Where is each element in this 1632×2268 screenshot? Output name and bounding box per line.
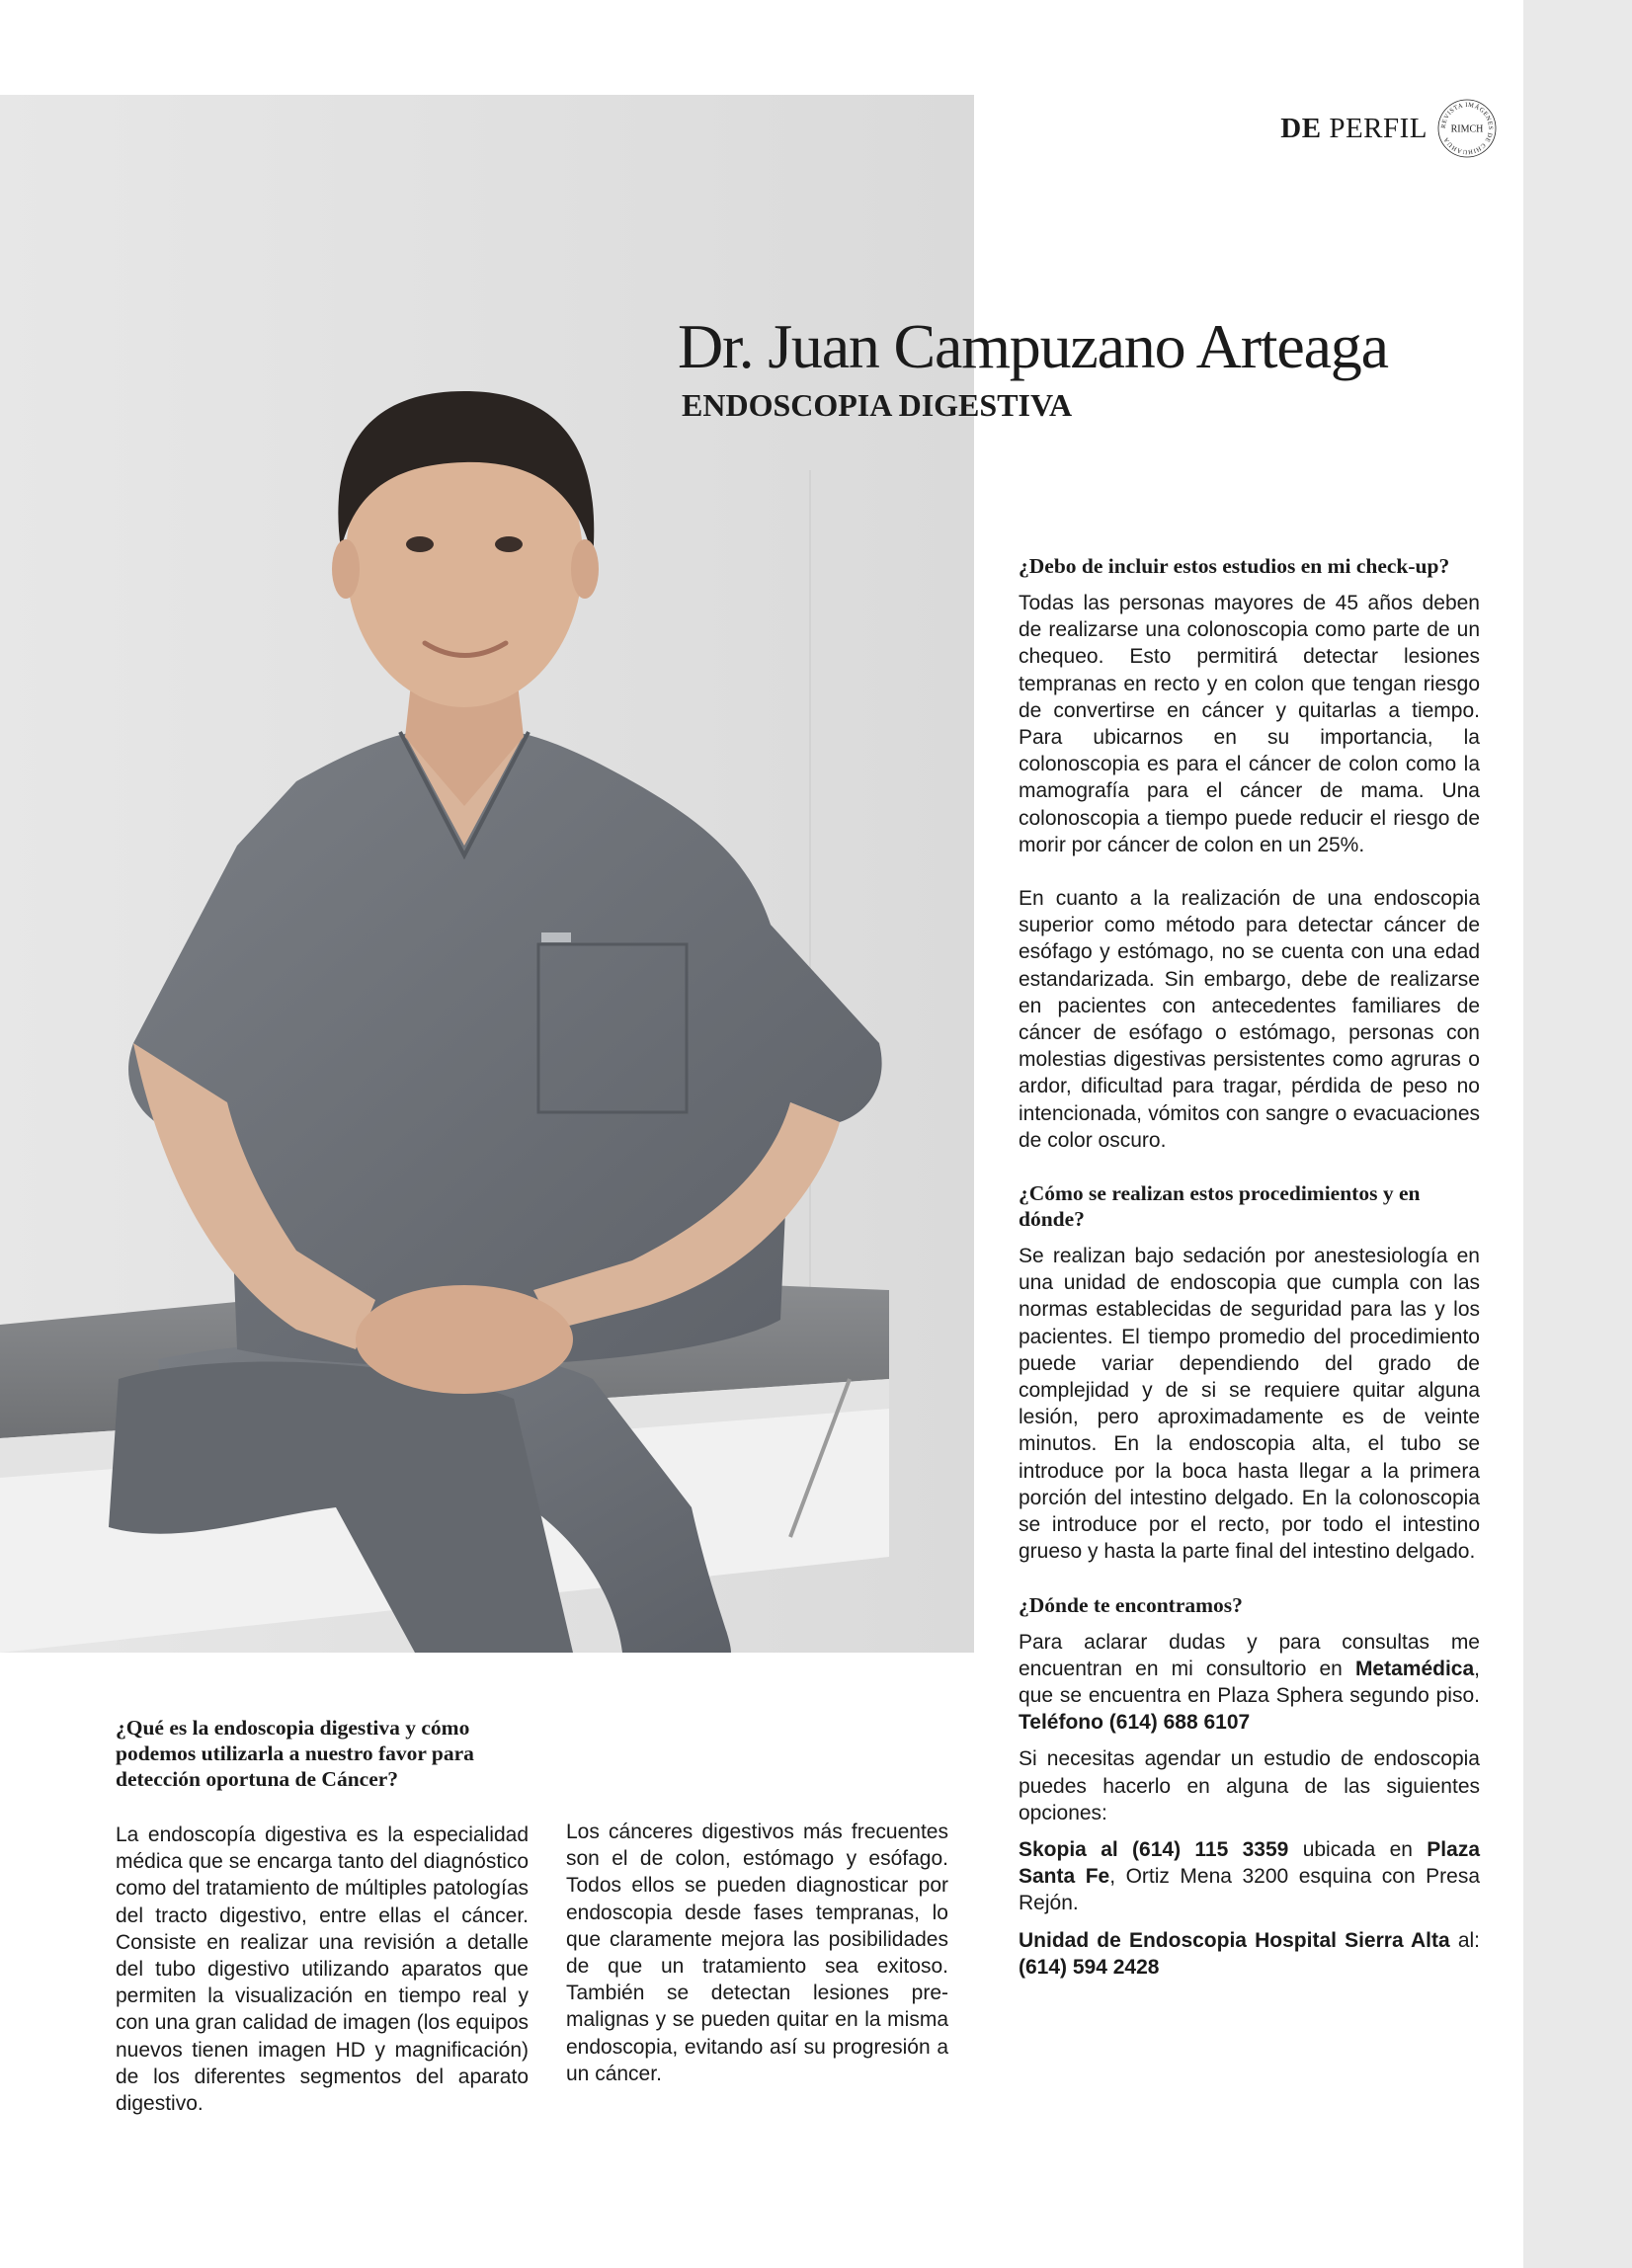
middle-text-column [566, 1819, 948, 2087]
section-label: DE PERFIL [1280, 112, 1428, 144]
left-text-column [116, 1715, 529, 2117]
procedure-paragraph: Se realizan bajo sedación por anestesiología en una unidad de endoscopia que cumpla con las normas establecidas de seguridad para las y los pacientes. El tiempo promedio del procedimiento puede variar dependiendo del grado de complejidad y de si se requiere quitar alguna lesión, pero aproximadamente es de veinte minutos. En la endoscopia alta, el tubo se introduce por la boca hasta llegar a la primera porción del intestino delgado. En la colonoscopia se introduce por el recto, por todo el intestino grueso y hasta la parte final del intestino delgado. [1019, 1245, 1480, 1564]
intro-heading: ¿Qué es la endoscopia digestiva y cómo podemos utilizarla a nuestro favor para detección oportuna de Cáncer? [116, 1716, 474, 1791]
checkup-paragraph-1: Todas las personas mayores de 45 años deben de realizarse una colonoscopia como parte de un chequeo. Esto permitirá detectar lesiones tempranas en recto y en colon que tengan riesgo de convertirse en cáncer y quitarlas a tiempo. Para ubicarnos en su importancia, la colonoscopia es para el cáncer de colon como la mamografía para el cáncer de mama. Una colonoscopia a tiempo puede reducir el riesgo de morir por cáncer de colon en un 25%. [1019, 592, 1480, 856]
svg-text:RIMCH: RIMCH [1450, 123, 1484, 135]
right-text-column [1019, 553, 1480, 1981]
section-header [1280, 101, 1497, 156]
procedure-heading: ¿Cómo se realizan estos procedimientos y en dónde? [1019, 1181, 1421, 1232]
checkup-paragraph-2: En cuanto a la realización de una endoscopia superior como método para detectar cáncer de esófago y estómago, no se cuenta con una edad estandarizada. Sin embargo, debe de realizarse en pacientes con antecedentes familiares de cáncer de esófago o estómago, personas con molestias digestivas persistentes como agruras o ardor, dificultad para tragar, pérdida de peso no intencionada, vómitos con sangre o evacuaciones de color oscuro. [1019, 887, 1480, 1152]
intro-paragraph-1: La endoscopía digestiva es la especialidad médica que se encarga tanto del diagnóstico como del tratamiento de múltiples patologías del tracto digestivo, entre ellas el cáncer. Consiste en realizar una revisión a detalle del tubo digestivo utilizando aparatos que permiten la visualización en tiempo real y con una gran calidad de imagen (los equipos nuevos tienen imagen HD y magnificación) de los diferentes segmentos del aparato digestivo. [116, 1823, 529, 2116]
contact-skopia: Skopia al (614) 115 3359 ubicada en Plaza Santa Fe, Ortiz Mena 3200 esquina con Presa Rejón. [1019, 1837, 1480, 1915]
doctor-name-title: Dr. Juan Campuzano Arteaga [678, 311, 1388, 381]
specialty-subtitle: ENDOSCOPIA DIGESTIVA [682, 387, 1073, 423]
svg-text:REVISTA IMÁGENES DE CHIHUAHUA: REVISTA IMÁGENES DE CHIHUAHUA [1439, 101, 1495, 156]
contact-sierra-alta: Unidad de Endoscopia Hospital Sierra Alta al: (614) 594 2428 [1019, 1928, 1481, 1979]
contact-paragraph-2: Si necesitas agendar un estudio de endoscopia puedes hacerlo en alguna de las siguientes opciones: [1019, 1747, 1480, 1824]
contact-paragraph-1: Para aclarar dudas y para consultas me encuentran en mi consultorio en Metamédica, que se encuentra en Plaza Sphera segundo piso. Teléfono (614) 688 6107 [1019, 1630, 1480, 1735]
intro-paragraph-2: Los cánceres digestivos más frecuentes son el de colon, estómago y esófago. Todos ellos se pueden diagnosticar por endoscopia desde fases tempranas, lo que claramente mejora las posibilidades de que un tratamiento sea exitoso. También se detectan lesiones pre-malignas y se pueden quitar en la misma endoscopia, evitando así su progresión a un cáncer. [566, 1821, 948, 2085]
magazine-seal-logo [1437, 99, 1497, 158]
checkup-heading: ¿Debo de incluir estos estudios en mi check-up? [1019, 554, 1450, 578]
page-edge-strip [1523, 0, 1632, 2268]
contact-heading: ¿Dónde te encontramos? [1019, 1592, 1243, 1617]
